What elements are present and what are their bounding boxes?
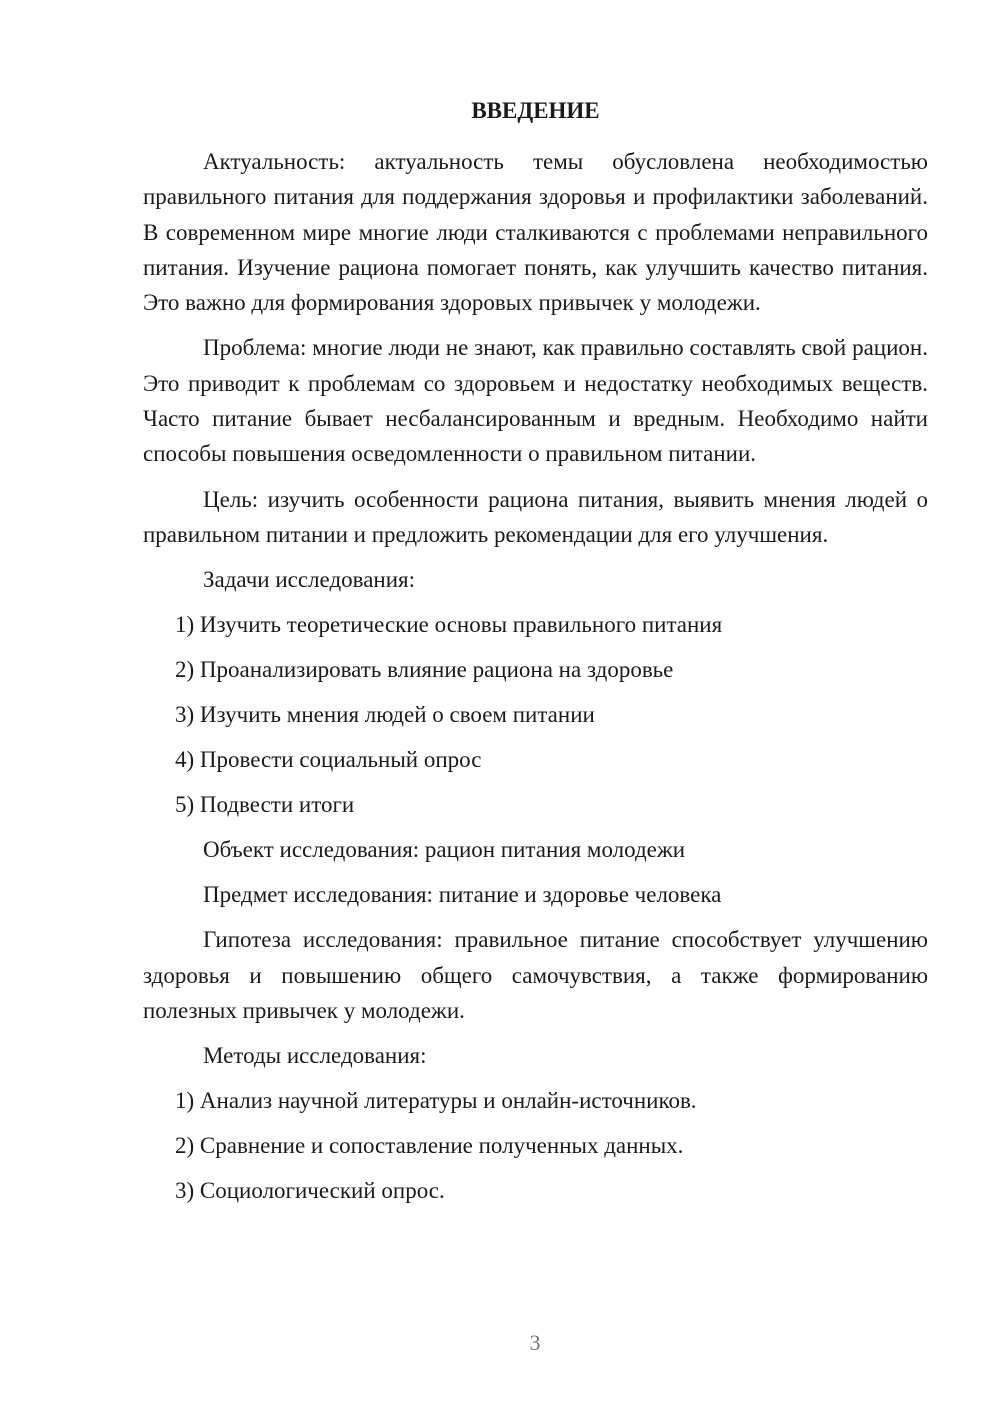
relevance-paragraph: Актуальность: актуальность темы обусловлена необходимостью правильного питания для поддержания здоровья и профилактики заболеваний. В современном мире многие люди сталкиваются с проблемами неправильного питания. Изучение рациона помогает понять, как улучшить качество питания. Это важно для формирования здоровых привычек у молодежи. <box>143 149 928 316</box>
research-object: Объект исследования: рацион питания молодежи <box>203 837 686 863</box>
problem-paragraph: Проблема: многие люди не знают, как правильно составлять свой рацион. Это приводит к проблемам со здоровьем и недостатку необходимых веществ. Часто питание бывает несбалансированным и вредным. Необходимо найти способы повышения осведомленности о правильном питании. <box>143 335 928 467</box>
task-item: 3) Изучить мнения людей о своем питании <box>175 702 595 728</box>
task-item: 2) Проанализировать влияние рациона на здоровье <box>175 657 674 683</box>
task-item: 4) Провести социальный опрос <box>175 747 482 773</box>
method-item: 2) Сравнение и сопоставление полученных данных. <box>175 1133 684 1159</box>
research-subject: Предмет исследования: питание и здоровье человека <box>203 882 722 908</box>
task-item: 1) Изучить теоретические основы правильного питания <box>175 612 723 638</box>
hypothesis-paragraph: Гипотеза исследования: правильное питание способствует улучшению здоровья и повышению общего самочувствия, а также формированию полезных привычек у молодежи. <box>143 927 928 1023</box>
method-item: 3) Социологический опрос. <box>175 1178 445 1204</box>
tasks-heading: Задачи исследования: <box>203 567 416 593</box>
page-content <box>143 96 928 1218</box>
methods-heading: Методы исследования: <box>203 1043 427 1069</box>
page-number: 3 <box>529 1330 541 1355</box>
method-item: 1) Анализ научной литературы и онлайн-источников. <box>175 1088 697 1114</box>
task-item: 5) Подвести итоги <box>175 792 355 818</box>
section-title: ВВЕДЕНИЕ <box>471 98 600 123</box>
goal-paragraph: Цель: изучить особенности рациона питания, выявить мнения людей о правильном питании и предложить рекомендации для его улучшения. <box>143 486 928 547</box>
